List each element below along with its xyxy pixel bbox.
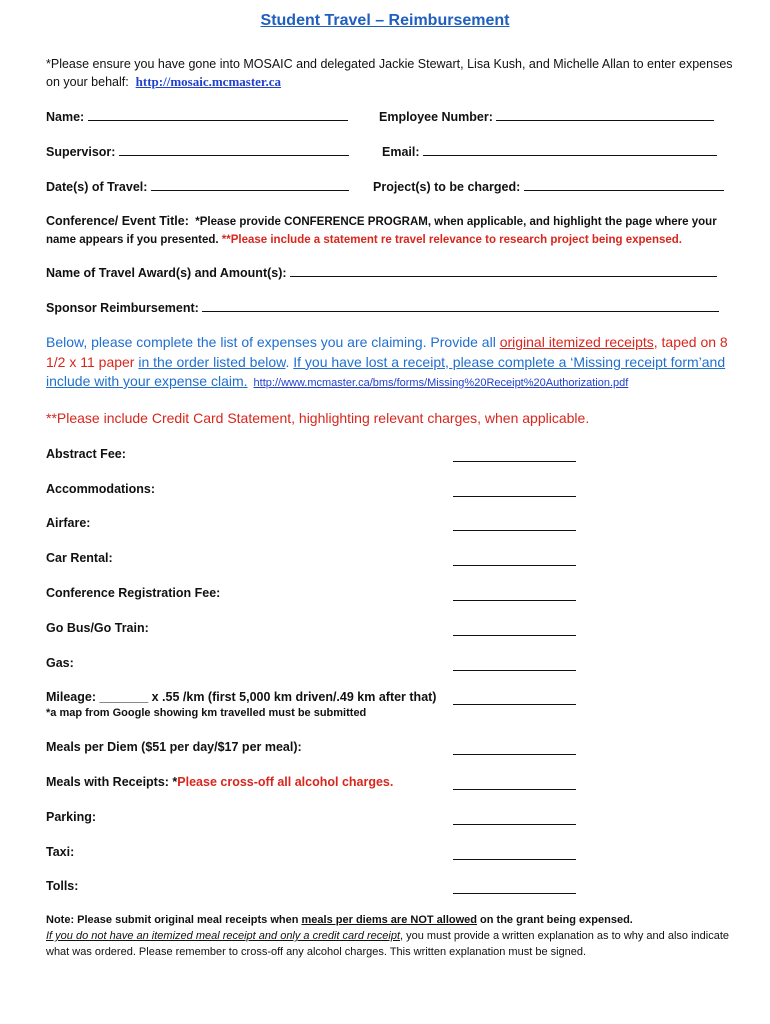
employee-number-line[interactable] (496, 108, 714, 121)
projects-label: Project(s) to be charged: (373, 180, 521, 194)
conference-instruction: *Please provide CONFERENCE PROGRAM, when applicable, and highlight the page where your name appears if you presented. (46, 216, 717, 246)
expense-amount-car-rental[interactable] (453, 565, 576, 566)
expense-amount-gas[interactable] (453, 670, 576, 671)
expense-amount-meals-with-receipts[interactable] (453, 789, 576, 790)
note-part-b: meals per diems are NOT allowed (301, 914, 477, 926)
award-field[interactable] (46, 264, 717, 280)
email-line[interactable] (423, 143, 717, 156)
supervisor-line[interactable] (119, 143, 349, 156)
email-field[interactable] (382, 143, 717, 159)
expense-label-abstract-fee: Abstract Fee: (46, 447, 126, 461)
dates-field[interactable] (46, 178, 349, 194)
footer-note (46, 912, 736, 960)
conference-section (46, 212, 746, 249)
expense-label-meals-per-diem: Meals per Diem ($51 per day/$17 per meal): (46, 740, 302, 754)
page-title: Student Travel – Reimbursement (260, 12, 510, 29)
expense-amount-go-bus-train[interactable] (453, 635, 576, 636)
mosaic-instruction (46, 56, 746, 91)
expense-amount-abstract-fee[interactable] (453, 461, 576, 462)
receipts-text-6: If you have lost a receipt, please complete a ‘Missing receipt form’and include with your expense claim. (46, 353, 726, 389)
receipts-text-4: in the order listed below (138, 353, 286, 370)
explanation-italic: If you do not have an itemized meal receipt and only a credit card receipt (46, 930, 401, 942)
mosaic-instruction-text: *Please ensure you have gone into MOSAIC and delegated Jackie Stewart, Lisa Kush, and Michelle Allan to enter expenses on your behalf: (46, 57, 733, 89)
expense-label-registration-fee: Conference Registration Fee: (46, 586, 221, 600)
sponsor-line[interactable] (202, 299, 719, 312)
expense-amount-tolls[interactable] (453, 893, 576, 894)
explanation-rest: , you must provide a written explanation as to why and also indicate what was ordered. Please remember to cross-off any alcohol charges. This written explanation must be signed. (46, 930, 729, 958)
employee-number-field[interactable] (379, 108, 714, 124)
expense-label-parking: Parking: (46, 810, 97, 824)
expense-amount-airfare[interactable] (453, 530, 576, 531)
expense-label-car-rental: Car Rental: (46, 551, 113, 565)
name-field[interactable] (46, 108, 348, 124)
name-label: Name: (46, 110, 85, 124)
expense-amount-accommodations[interactable] (453, 496, 576, 497)
sponsor-field[interactable] (46, 299, 719, 315)
expense-label-taxi: Taxi: (46, 845, 75, 859)
award-label: Name of Travel Award(s) and Amount(s): (46, 266, 287, 280)
conference-label: Conference/ Event Title: (46, 214, 189, 228)
award-line[interactable] (290, 264, 717, 277)
expense-amount-taxi[interactable] (453, 859, 576, 860)
name-line[interactable] (88, 108, 348, 121)
expense-amount-parking[interactable] (453, 824, 576, 825)
sponsor-label: Sponsor Reimbursement: (46, 301, 199, 315)
credit-card-note: **Please include Credit Card Statement, highlighting relevant charges, when applicable. (46, 410, 590, 426)
expense-label-mileage: Mileage: _______ x .55 /km (first 5,000 km driven/.49 km after that) (46, 690, 437, 704)
receipts-text-3: , taped on 8 1/2 x 11 paper (46, 334, 728, 370)
supervisor-field[interactable] (46, 143, 349, 159)
dates-line[interactable] (151, 178, 349, 191)
meal-receipts-note (46, 912, 736, 928)
expense-label-airfare: Airfare: (46, 516, 91, 530)
mileage-subnote: *a map from Google showing km travelled must be submitted (46, 707, 367, 719)
alcohol-warning: Please cross-off all alcohol charges. (177, 775, 394, 789)
projects-field[interactable] (373, 178, 724, 194)
expense-amount-mileage[interactable] (453, 704, 576, 705)
expense-label-meals-with-receipts (46, 775, 393, 789)
email-label: Email: (382, 145, 420, 159)
receipts-text-5: . (285, 353, 294, 370)
expense-label-accommodations: Accommodations: (46, 482, 156, 496)
receipts-instruction (46, 333, 746, 394)
expense-label-go-bus-train: Go Bus/Go Train: (46, 621, 149, 635)
receipts-text-2: original itemized receipts (499, 334, 654, 350)
receipts-text-1: Below, please complete the list of expenses you are claiming. Provide all (46, 334, 500, 350)
meals-receipts-label: Meals with Receipts: * (46, 775, 178, 789)
projects-line[interactable] (524, 178, 724, 191)
dates-label: Date(s) of Travel: (46, 180, 148, 194)
employee-number-label: Employee Number: (379, 110, 493, 124)
expense-label-gas: Gas: (46, 656, 74, 670)
explanation-note (46, 928, 736, 960)
mosaic-link[interactable]: http://mosaic.mcmaster.ca (135, 74, 282, 89)
relevance-instruction: **Please include a statement re travel relevance to research project being expensed. (221, 234, 682, 246)
expense-label-tolls: Tolls: (46, 879, 79, 893)
note-part-c: on the grant being expensed. (477, 914, 633, 926)
note-part-a: Note: Please submit original meal receipts when (46, 914, 302, 926)
supervisor-label: Supervisor: (46, 145, 116, 159)
expense-amount-meals-per-diem[interactable] (453, 754, 576, 755)
missing-receipt-link[interactable]: http://www.mcmaster.ca/bms/forms/Missing%20Receipt%20Authorization.pdf (253, 377, 629, 389)
expense-amount-registration-fee[interactable] (453, 600, 576, 601)
